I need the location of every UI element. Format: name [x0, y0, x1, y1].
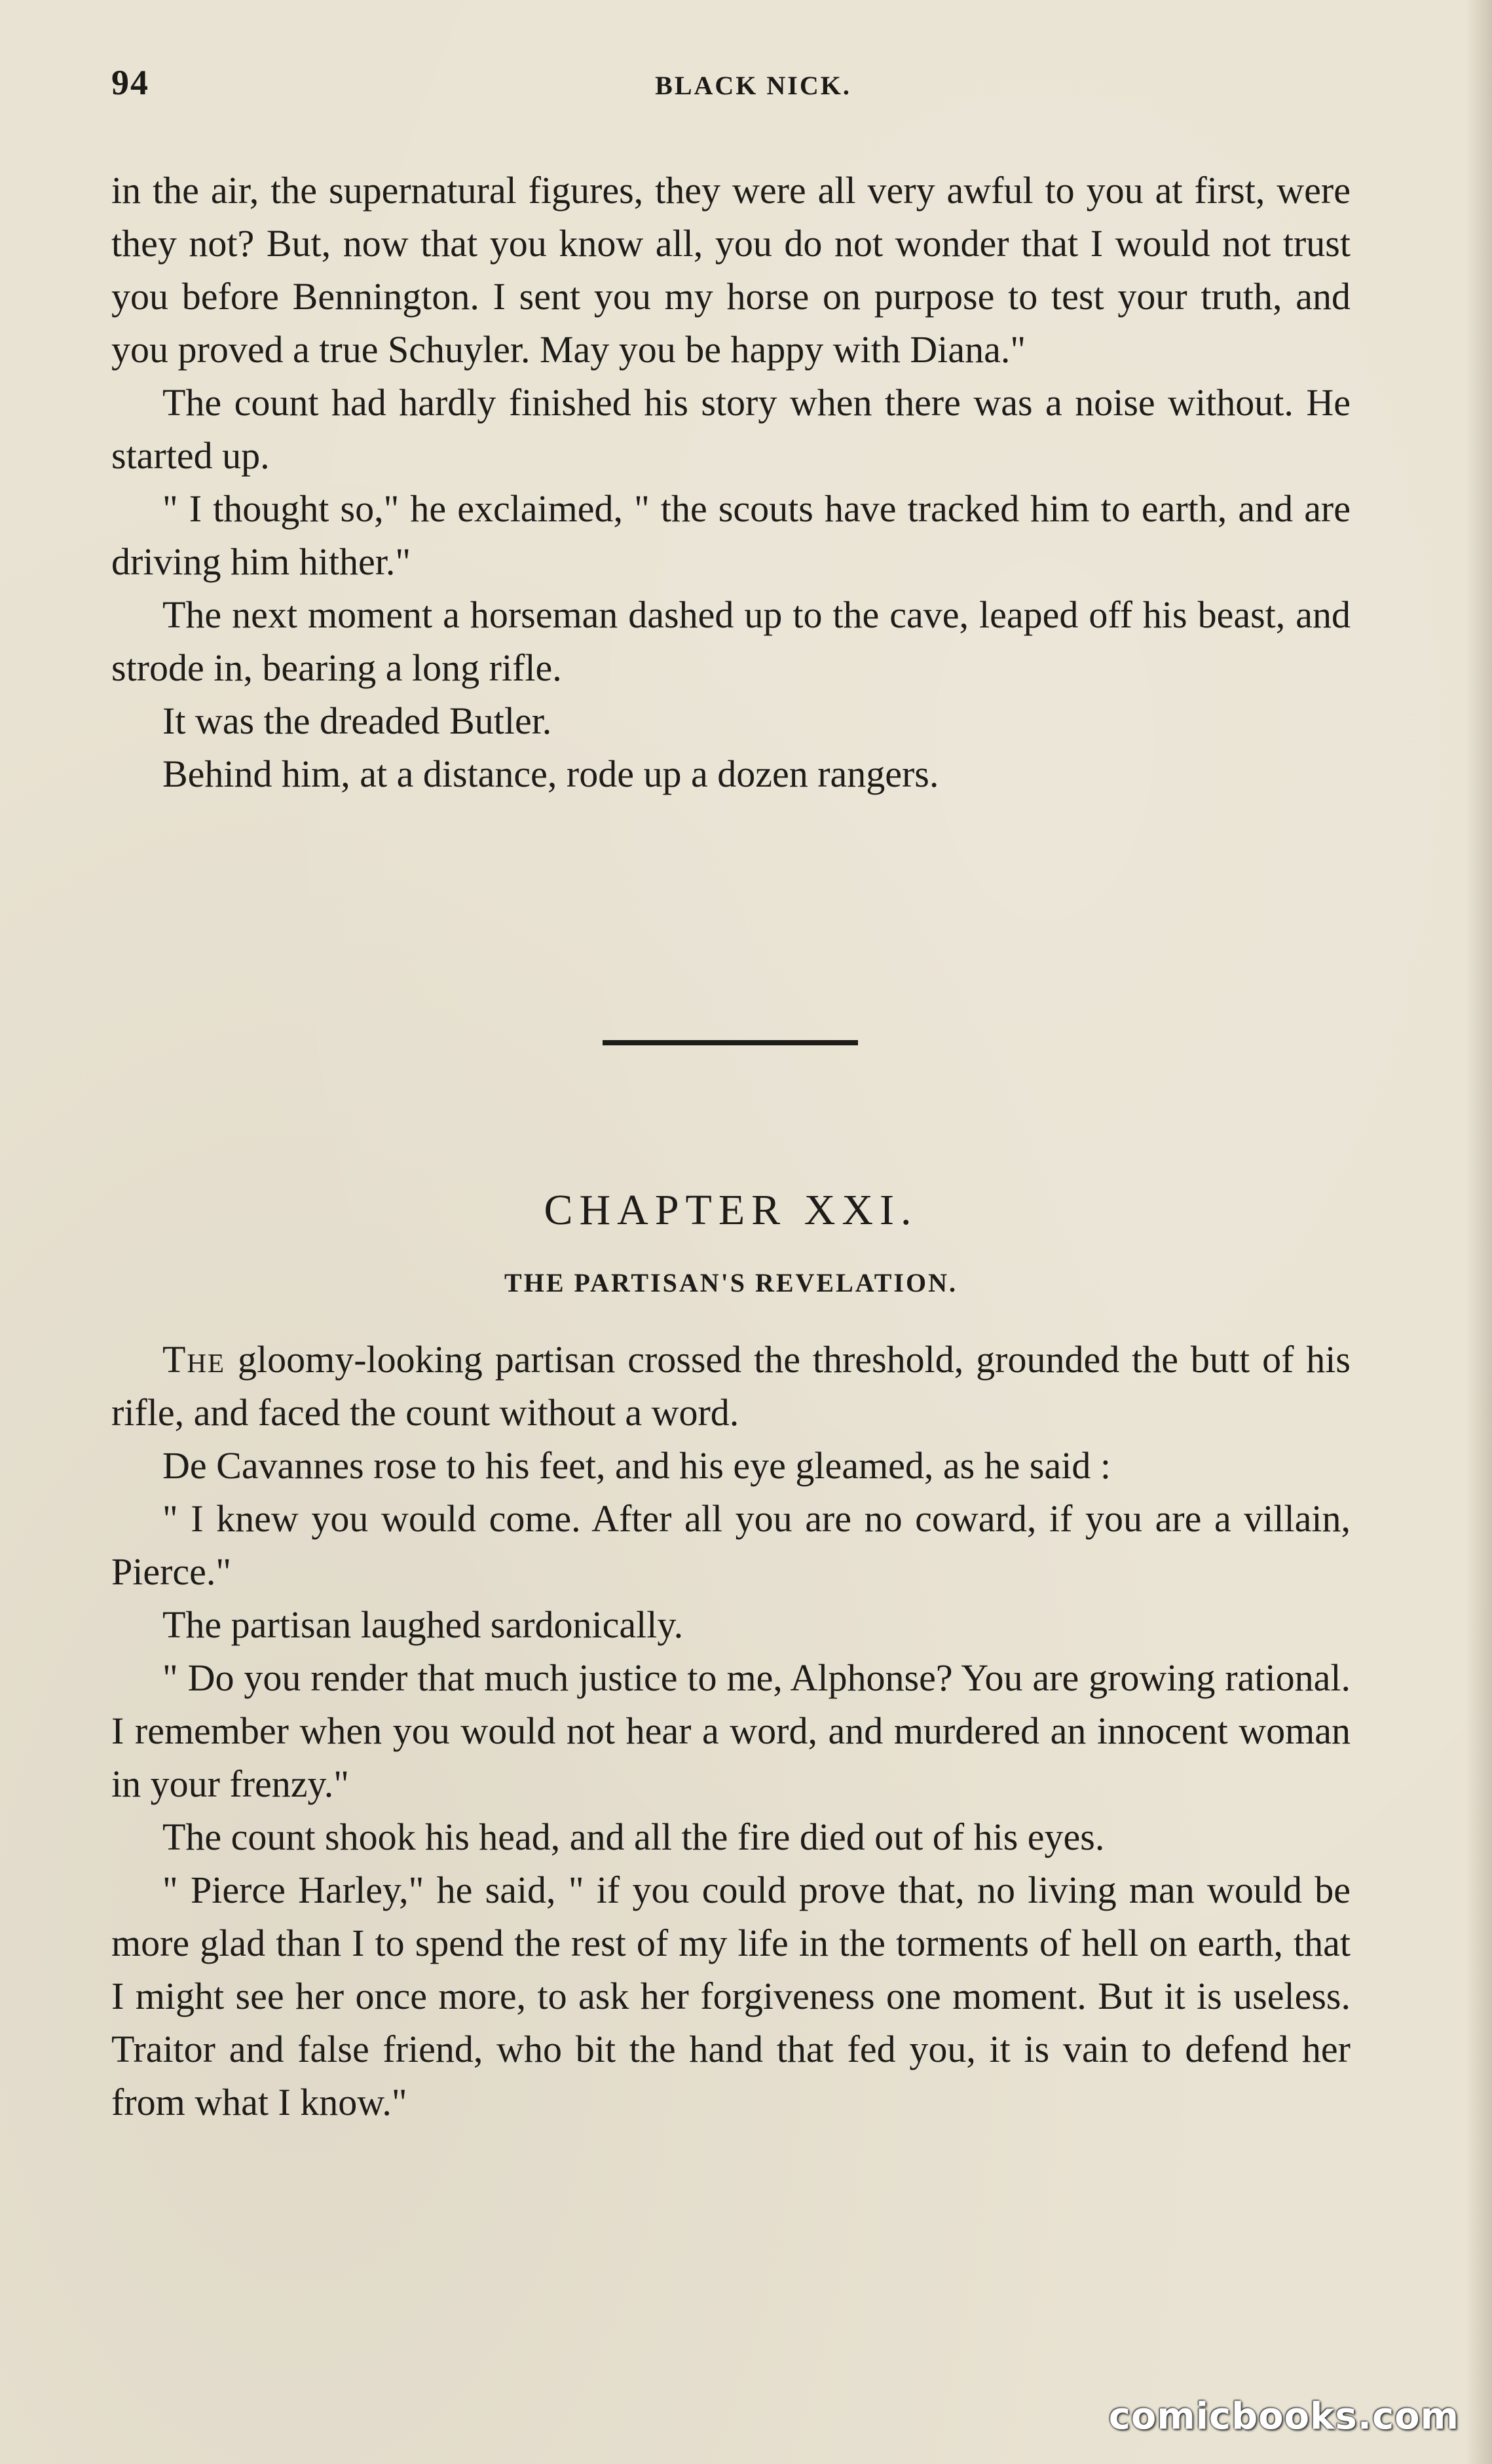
- chapter-subtitle: THE PARTISAN'S REVELATION.: [504, 1268, 958, 1297]
- page-edge-shadow: [1466, 0, 1492, 2464]
- paragraph: The next moment a horseman dashed up to the cave, leaped off his beast, and strode in, bearing a long rifle.: [111, 593, 1351, 689]
- paragraph: The count had hardly finished his story when there was a noise without. He started up.: [111, 381, 1351, 477]
- paragraph: It was the dreaded Butler.: [162, 700, 552, 742]
- body-text-chapter: [111, 1333, 1351, 2129]
- paragraph: " Pierce Harley," he said, " if you could prove that, no living man would be more glad than I to spend the rest of my life in the torments of hell on earth, that I might see her once more, to ask her forgiveness one moment. But it is useless. Traitor and false friend, who bit the hand that fed you, it is vain to defend her from what I know.": [111, 1869, 1351, 2123]
- running-head: [111, 62, 1369, 115]
- paragraph: " I knew you would come. After all you are no coward, if you are a villain, Pierce.": [111, 1497, 1351, 1593]
- paragraph: The partisan laughed sardonically.: [162, 1603, 684, 1646]
- paragraph: The count shook his head, and all the fire died out of his eyes.: [162, 1816, 1105, 1858]
- paragraph: Behind him, at a distance, rode up a dozen rangers.: [162, 753, 939, 795]
- paragraph: in the air, the supernatural figures, they were all very awful to you at first, were they not? But, now that you know all, you do not wonder that I would not trust you before Bennington. I sent you my horse on purpose to test your truth, and you proved a true Schuyler. May you be happy with Diana.": [111, 169, 1351, 371]
- watermark: comicbooks.com: [1108, 2395, 1459, 2438]
- body-text-before-chapter: [111, 164, 1351, 800]
- paragraph: De Cavannes rose to his feet, and his eye gleamed, as he said :: [162, 1444, 1111, 1487]
- paragraph-rest: gloomy-looking partisan crossed the threshold, grounded the butt of his rifle, and faced the count without a word.: [111, 1338, 1351, 1434]
- paragraph: " Do you render that much justice to me, Alphonse? You are growing rational. I remember when you would not hear a word, and murdered an innocent woman in your frenzy.": [111, 1656, 1351, 1805]
- paragraph: [111, 1333, 1351, 1439]
- book-title: BLACK NICK.: [655, 71, 851, 100]
- paragraph: " I thought so," he exclaimed, " the scouts have tracked him to earth, and are driving him hither.": [111, 487, 1351, 583]
- page-number: 94: [111, 63, 149, 102]
- lead-word: The: [162, 1338, 226, 1381]
- section-divider-rule: [603, 1040, 858, 1045]
- chapter-title: CHAPTER XXI.: [544, 1186, 918, 1234]
